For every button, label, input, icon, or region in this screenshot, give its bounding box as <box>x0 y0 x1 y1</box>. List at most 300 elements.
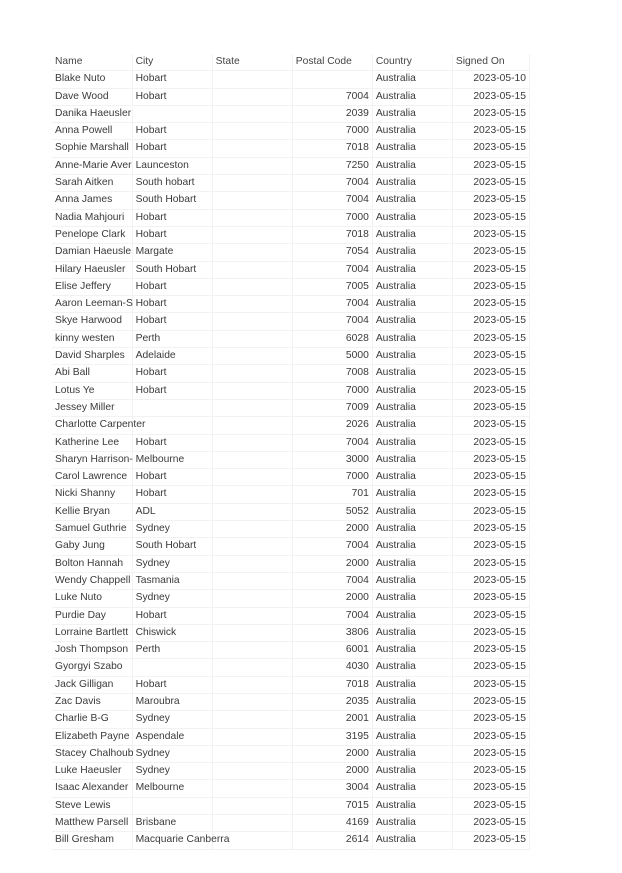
cell-name: Stacey Chalhoub <box>52 745 132 762</box>
cell-city: Hobart <box>132 296 212 313</box>
cell-signed-on: 2023-05-15 <box>452 140 529 157</box>
table-row <box>52 192 530 209</box>
cell-name: Katherine Lee <box>52 434 132 451</box>
cell-state <box>212 330 292 347</box>
cell-name: Sharyn Harrison- <box>52 451 132 468</box>
header-city: City <box>132 54 212 71</box>
cell-signed-on: 2023-05-15 <box>452 105 529 122</box>
cell-name: Anna James <box>52 192 132 209</box>
cell-city: Hobart <box>132 88 212 105</box>
cell-postal-code: 2026 <box>292 417 372 434</box>
table-row <box>52 71 530 88</box>
table-row <box>52 382 530 399</box>
cell-city: Maroubra <box>132 693 212 710</box>
cell-postal-code: 3000 <box>292 451 372 468</box>
cell-country: Australia <box>372 175 452 192</box>
cell-city: Launceston <box>132 157 212 174</box>
cell-name: Samuel Guthrie <box>52 521 132 538</box>
cell-name: Blake Nuto <box>52 71 132 88</box>
cell-postal-code: 7015 <box>292 797 372 814</box>
cell-city: Hobart <box>132 313 212 330</box>
cell-country: Australia <box>372 365 452 382</box>
cell-signed-on: 2023-05-15 <box>452 313 529 330</box>
cell-signed-on: 2023-05-15 <box>452 659 529 676</box>
cell-name: Nicki Shanny <box>52 486 132 503</box>
cell-signed-on: 2023-05-15 <box>452 382 529 399</box>
cell-city: Hobart <box>132 469 212 486</box>
cell-country: Australia <box>372 123 452 140</box>
cell-postal-code: 2039 <box>292 105 372 122</box>
cell-name: Matthew Parsell <box>52 815 132 832</box>
cell-country: Australia <box>372 399 452 416</box>
cell-city: Sydney <box>132 763 212 780</box>
cell-name: Hilary Haeusler <box>52 261 132 278</box>
cell-postal-code: 7005 <box>292 278 372 295</box>
signatures-table <box>52 54 530 850</box>
cell-country: Australia <box>372 469 452 486</box>
cell-city: Hobart <box>132 71 212 88</box>
table-row <box>52 711 530 728</box>
table-row <box>52 538 530 555</box>
cell-country: Australia <box>372 832 452 849</box>
cell-signed-on: 2023-05-15 <box>452 486 529 503</box>
cell-city: Perth <box>132 330 212 347</box>
cell-city: Brisbane <box>132 815 212 832</box>
table-row <box>52 797 530 814</box>
cell-city <box>132 659 212 676</box>
cell-city: Hobart <box>132 123 212 140</box>
cell-postal-code: 7004 <box>292 434 372 451</box>
cell-name: Carol Lawrence <box>52 469 132 486</box>
cell-name: Josh Thompson <box>52 642 132 659</box>
table-row <box>52 815 530 832</box>
cell-name: Elise Jeffery <box>52 278 132 295</box>
table-row <box>52 123 530 140</box>
cell-signed-on: 2023-05-15 <box>452 642 529 659</box>
cell-name: Danika Haeusler <box>52 105 132 122</box>
cell-country: Australia <box>372 693 452 710</box>
cell-signed-on: 2023-05-15 <box>452 624 529 641</box>
table-row <box>52 348 530 365</box>
cell-country: Australia <box>372 313 452 330</box>
cell-postal-code: 7004 <box>292 261 372 278</box>
cell-signed-on: 2023-05-15 <box>452 693 529 710</box>
cell-country: Australia <box>372 88 452 105</box>
cell-name: Sarah Aitken <box>52 175 132 192</box>
cell-country: Australia <box>372 226 452 243</box>
cell-name: Penelope Clark <box>52 226 132 243</box>
cell-signed-on: 2023-05-15 <box>452 832 529 849</box>
cell-postal-code: 7000 <box>292 209 372 226</box>
cell-name: Nadia Mahjouri <box>52 209 132 226</box>
cell-signed-on: 2023-05-15 <box>452 590 529 607</box>
cell-postal-code: 7000 <box>292 469 372 486</box>
table-row <box>52 313 530 330</box>
cell-city: Macquarie Canberra <box>132 832 212 849</box>
cell-name: Wendy Chappell <box>52 572 132 589</box>
table-row <box>52 365 530 382</box>
cell-state <box>212 261 292 278</box>
cell-city: Tasmania <box>132 572 212 589</box>
signup-sheet <box>52 54 530 850</box>
cell-country: Australia <box>372 642 452 659</box>
cell-city: Hobart <box>132 676 212 693</box>
cell-country: Australia <box>372 434 452 451</box>
cell-state <box>212 486 292 503</box>
table-row <box>52 244 530 261</box>
cell-city <box>132 797 212 814</box>
cell-city: Sydney <box>132 590 212 607</box>
cell-city: Sydney <box>132 745 212 762</box>
cell-country: Australia <box>372 624 452 641</box>
cell-country: Australia <box>372 382 452 399</box>
table-row <box>52 624 530 641</box>
table-row <box>52 278 530 295</box>
cell-country: Australia <box>372 521 452 538</box>
table-row <box>52 572 530 589</box>
cell-postal-code: 2001 <box>292 711 372 728</box>
cell-postal-code: 2614 <box>292 832 372 849</box>
cell-signed-on: 2023-05-15 <box>452 192 529 209</box>
cell-country: Australia <box>372 711 452 728</box>
cell-postal-code: 2000 <box>292 745 372 762</box>
cell-name: Luke Nuto <box>52 590 132 607</box>
cell-name: Gaby Jung <box>52 538 132 555</box>
cell-country: Australia <box>372 659 452 676</box>
cell-state <box>212 815 292 832</box>
table-row <box>52 486 530 503</box>
cell-country: Australia <box>372 278 452 295</box>
cell-state <box>212 469 292 486</box>
cell-signed-on: 2023-05-15 <box>452 745 529 762</box>
cell-city: Hobart <box>132 607 212 624</box>
cell-city: Sydney <box>132 555 212 572</box>
cell-state <box>212 123 292 140</box>
table-row <box>52 399 530 416</box>
table-row <box>52 175 530 192</box>
table-row <box>52 521 530 538</box>
cell-signed-on: 2023-05-15 <box>452 157 529 174</box>
cell-city: Chiswick <box>132 624 212 641</box>
cell-country: Australia <box>372 745 452 762</box>
cell-state <box>212 451 292 468</box>
cell-name: Skye Harwood <box>52 313 132 330</box>
cell-postal-code: 7004 <box>292 192 372 209</box>
cell-city: Melbourne <box>132 451 212 468</box>
cell-postal-code: 7018 <box>292 676 372 693</box>
cell-name: Lorraine Bartlett <box>52 624 132 641</box>
cell-postal-code: 7004 <box>292 572 372 589</box>
cell-signed-on: 2023-05-15 <box>452 797 529 814</box>
cell-signed-on: 2023-05-15 <box>452 780 529 797</box>
cell-country: Australia <box>372 105 452 122</box>
cell-country: Australia <box>372 348 452 365</box>
cell-country: Australia <box>372 797 452 814</box>
cell-signed-on: 2023-05-15 <box>452 399 529 416</box>
table-row <box>52 469 530 486</box>
cell-postal-code: 7004 <box>292 607 372 624</box>
cell-postal-code: 5052 <box>292 503 372 520</box>
cell-name: Purdie Day <box>52 607 132 624</box>
table-row <box>52 590 530 607</box>
cell-state <box>212 296 292 313</box>
header-country: Country <box>372 54 452 71</box>
table-row <box>52 642 530 659</box>
cell-name: David Sharples <box>52 348 132 365</box>
cell-postal-code: 6028 <box>292 330 372 347</box>
cell-state <box>212 192 292 209</box>
cell-postal-code: 7018 <box>292 140 372 157</box>
cell-city: Hobart <box>132 278 212 295</box>
cell-name: Abi Ball <box>52 365 132 382</box>
table-body <box>52 71 530 849</box>
cell-state <box>212 209 292 226</box>
cell-city: Hobart <box>132 382 212 399</box>
header-row <box>52 54 530 71</box>
cell-city <box>132 399 212 416</box>
cell-city: Adelaide <box>132 348 212 365</box>
table-row <box>52 451 530 468</box>
cell-signed-on: 2023-05-15 <box>452 244 529 261</box>
cell-name: Sophie Marshall <box>52 140 132 157</box>
cell-name: Zac Davis <box>52 693 132 710</box>
cell-state <box>212 521 292 538</box>
cell-signed-on: 2023-05-15 <box>452 763 529 780</box>
cell-signed-on: 2023-05-15 <box>452 261 529 278</box>
cell-postal-code: 3195 <box>292 728 372 745</box>
header-name: Name <box>52 54 132 71</box>
cell-state <box>212 348 292 365</box>
cell-state <box>212 157 292 174</box>
cell-signed-on: 2023-05-15 <box>452 296 529 313</box>
cell-country: Australia <box>372 244 452 261</box>
cell-signed-on: 2023-05-15 <box>452 555 529 572</box>
cell-country: Australia <box>372 209 452 226</box>
cell-country: Australia <box>372 590 452 607</box>
cell-state <box>212 417 292 434</box>
cell-state <box>212 244 292 261</box>
cell-name: Bolton Hannah <box>52 555 132 572</box>
cell-city: ADL <box>132 503 212 520</box>
cell-country: Australia <box>372 261 452 278</box>
cell-country: Australia <box>372 555 452 572</box>
cell-postal-code: 2000 <box>292 763 372 780</box>
cell-country: Australia <box>372 486 452 503</box>
cell-state <box>212 590 292 607</box>
cell-country: Australia <box>372 763 452 780</box>
header-state: State <box>212 54 292 71</box>
cell-state <box>212 88 292 105</box>
cell-city: South Hobart <box>132 538 212 555</box>
cell-name: Charlotte Carpenter <box>52 417 132 434</box>
cell-signed-on: 2023-05-15 <box>452 607 529 624</box>
cell-state <box>212 728 292 745</box>
cell-postal-code: 7004 <box>292 538 372 555</box>
table-row <box>52 296 530 313</box>
cell-name: Anne-Marie Aver <box>52 157 132 174</box>
cell-signed-on: 2023-05-15 <box>452 711 529 728</box>
table-row <box>52 607 530 624</box>
cell-state <box>212 763 292 780</box>
cell-postal-code: 2000 <box>292 521 372 538</box>
cell-country: Australia <box>372 140 452 157</box>
cell-postal-code: 2000 <box>292 555 372 572</box>
table-row <box>52 209 530 226</box>
cell-name: Jack Gilligan <box>52 676 132 693</box>
cell-state <box>212 745 292 762</box>
cell-state <box>212 175 292 192</box>
cell-state <box>212 278 292 295</box>
cell-country: Australia <box>372 451 452 468</box>
cell-country: Australia <box>372 157 452 174</box>
cell-signed-on: 2023-05-15 <box>452 728 529 745</box>
table-row <box>52 261 530 278</box>
cell-country: Australia <box>372 780 452 797</box>
cell-name: Lotus Ye <box>52 382 132 399</box>
cell-signed-on: 2023-05-15 <box>452 226 529 243</box>
cell-postal-code: 701 <box>292 486 372 503</box>
cell-state <box>212 555 292 572</box>
cell-postal-code: 7054 <box>292 244 372 261</box>
cell-signed-on: 2023-05-15 <box>452 676 529 693</box>
cell-state <box>212 71 292 88</box>
table-row <box>52 745 530 762</box>
cell-signed-on: 2023-05-15 <box>452 815 529 832</box>
cell-postal-code <box>292 71 372 88</box>
cell-postal-code: 7000 <box>292 382 372 399</box>
table-row <box>52 417 530 434</box>
cell-signed-on: 2023-05-15 <box>452 209 529 226</box>
cell-state <box>212 693 292 710</box>
cell-country: Australia <box>372 330 452 347</box>
cell-signed-on: 2023-05-15 <box>452 330 529 347</box>
cell-name: kinny westen <box>52 330 132 347</box>
cell-city: Aspendale <box>132 728 212 745</box>
cell-name: Charlie B-G <box>52 711 132 728</box>
table-row <box>52 157 530 174</box>
cell-state <box>212 538 292 555</box>
cell-city: Margate <box>132 244 212 261</box>
cell-signed-on: 2023-05-10 <box>452 71 529 88</box>
cell-name: Isaac Alexander <box>52 780 132 797</box>
cell-name: Anna Powell <box>52 123 132 140</box>
table-row <box>52 140 530 157</box>
cell-name: Damian Haeusle <box>52 244 132 261</box>
cell-postal-code: 7008 <box>292 365 372 382</box>
cell-country: Australia <box>372 503 452 520</box>
cell-state <box>212 399 292 416</box>
cell-postal-code: 3004 <box>292 780 372 797</box>
cell-state <box>212 797 292 814</box>
cell-city: South hobart <box>132 175 212 192</box>
cell-country: Australia <box>372 572 452 589</box>
cell-signed-on: 2023-05-15 <box>452 123 529 140</box>
table-row <box>52 330 530 347</box>
cell-country: Australia <box>372 538 452 555</box>
cell-city: Melbourne <box>132 780 212 797</box>
cell-city <box>132 105 212 122</box>
cell-postal-code: 4169 <box>292 815 372 832</box>
cell-postal-code: 4030 <box>292 659 372 676</box>
cell-state <box>212 676 292 693</box>
cell-country: Australia <box>372 71 452 88</box>
cell-signed-on: 2023-05-15 <box>452 521 529 538</box>
cell-city: Hobart <box>132 486 212 503</box>
cell-state <box>212 659 292 676</box>
cell-signed-on: 2023-05-15 <box>452 451 529 468</box>
cell-city: South Hobart <box>132 261 212 278</box>
cell-signed-on: 2023-05-15 <box>452 538 529 555</box>
cell-state <box>212 226 292 243</box>
cell-postal-code: 6001 <box>292 642 372 659</box>
cell-name: Kellie Bryan <box>52 503 132 520</box>
cell-signed-on: 2023-05-15 <box>452 365 529 382</box>
table-header <box>52 54 530 71</box>
cell-state <box>212 607 292 624</box>
table-row <box>52 676 530 693</box>
cell-postal-code: 7004 <box>292 88 372 105</box>
cell-country: Australia <box>372 676 452 693</box>
cell-state <box>212 313 292 330</box>
table-row <box>52 88 530 105</box>
cell-city: South Hobart <box>132 192 212 209</box>
cell-city: Hobart <box>132 434 212 451</box>
cell-postal-code: 7250 <box>292 157 372 174</box>
cell-state <box>212 434 292 451</box>
cell-state <box>212 572 292 589</box>
table-row <box>52 659 530 676</box>
table-row <box>52 693 530 710</box>
cell-name: Luke Haeusler <box>52 763 132 780</box>
cell-postal-code: 7018 <box>292 226 372 243</box>
table-row <box>52 555 530 572</box>
cell-signed-on: 2023-05-15 <box>452 434 529 451</box>
cell-name: Steve Lewis <box>52 797 132 814</box>
cell-state <box>212 780 292 797</box>
cell-country: Australia <box>372 296 452 313</box>
cell-signed-on: 2023-05-15 <box>452 572 529 589</box>
cell-country: Australia <box>372 192 452 209</box>
table-row <box>52 832 530 849</box>
table-row <box>52 226 530 243</box>
header-signed-on: Signed On <box>452 54 529 71</box>
cell-city: Sydney <box>132 521 212 538</box>
table-row <box>52 105 530 122</box>
cell-name: Jessey Miller <box>52 399 132 416</box>
table-row <box>52 780 530 797</box>
cell-postal-code: 7004 <box>292 313 372 330</box>
cell-name: Bill Gresham <box>52 832 132 849</box>
cell-city: Hobart <box>132 226 212 243</box>
cell-city: Perth <box>132 642 212 659</box>
cell-state <box>212 382 292 399</box>
cell-postal-code: 7009 <box>292 399 372 416</box>
cell-signed-on: 2023-05-15 <box>452 88 529 105</box>
cell-signed-on: 2023-05-15 <box>452 278 529 295</box>
cell-country: Australia <box>372 728 452 745</box>
cell-country: Australia <box>372 417 452 434</box>
cell-postal-code: 2035 <box>292 693 372 710</box>
cell-state <box>212 105 292 122</box>
cell-signed-on: 2023-05-15 <box>452 417 529 434</box>
cell-state <box>212 365 292 382</box>
cell-state <box>212 503 292 520</box>
cell-postal-code: 7004 <box>292 296 372 313</box>
cell-signed-on: 2023-05-15 <box>452 503 529 520</box>
cell-state <box>212 642 292 659</box>
cell-name: Aaron Leeman-S <box>52 296 132 313</box>
cell-state <box>212 624 292 641</box>
